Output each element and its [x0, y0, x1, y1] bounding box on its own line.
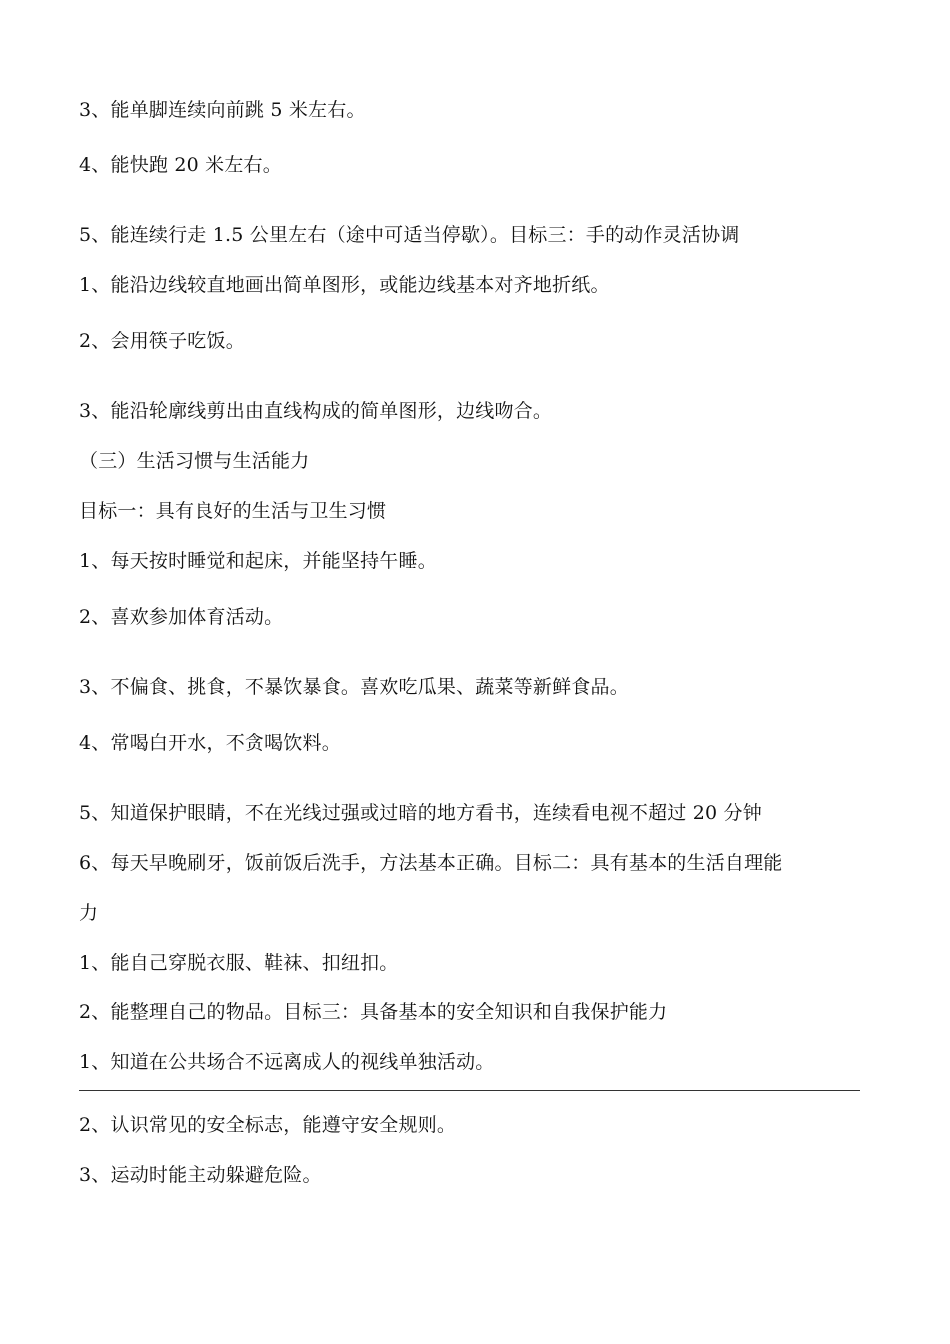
text-line: 5、知道保护眼睛，不在光线过强或过暗的地方看书，连续看电视不超过 20 分钟	[79, 802, 762, 824]
text-line: 3、能沿轮廓线剪出由直线构成的简单图形，边线吻合。	[79, 400, 553, 422]
text-line: 3、运动时能主动躲避危险。	[79, 1164, 322, 1186]
text-line: 5、能连续行走 1.5 公里左右（途中可适当停歇）。目标三：手的动作灵活协调	[79, 224, 740, 246]
text-line: 1、知道在公共场合不远离成人的视线单独活动。	[79, 1051, 495, 1073]
text-line: 2、能整理自己的物品。目标三：具备基本的安全知识和自我保护能力	[79, 1001, 668, 1023]
text-line: 3、不偏食、挑食，不暴饮暴食。喜欢吃瓜果、蔬菜等新鲜食品。	[79, 676, 629, 698]
section-heading: （三）生活习惯与生活能力	[79, 450, 310, 472]
text-line: 6、每天早晚刷牙，饭前饭后洗手，方法基本正确。目标二：具有基本的生活自理能	[79, 852, 783, 874]
text-line: 2、会用筷子吃饭。	[79, 330, 245, 352]
text-line: 3、能单脚连续向前跳 5 米左右。	[79, 99, 366, 121]
goal-heading: 目标一：具有良好的生活与卫生习惯	[79, 500, 387, 522]
text-line: 4、常喝白开水，不贪喝饮料。	[79, 732, 341, 754]
text-line: 2、认识常见的安全标志，能遵守安全规则。	[79, 1114, 457, 1136]
horizontal-divider	[79, 1090, 860, 1091]
text-line: 1、能自己穿脱衣服、鞋袜、扣纽扣。	[79, 952, 399, 974]
text-line: 力	[79, 902, 99, 924]
text-line: 2、喜欢参加体育活动。	[79, 606, 284, 628]
text-line: 1、每天按时睡觉和起床，并能坚持午睡。	[79, 550, 437, 572]
text-line: 1、能沿边线较直地画出简单图形，或能边线基本对齐地折纸。	[79, 274, 610, 296]
text-line: 4、能快跑 20 米左右。	[79, 154, 282, 176]
